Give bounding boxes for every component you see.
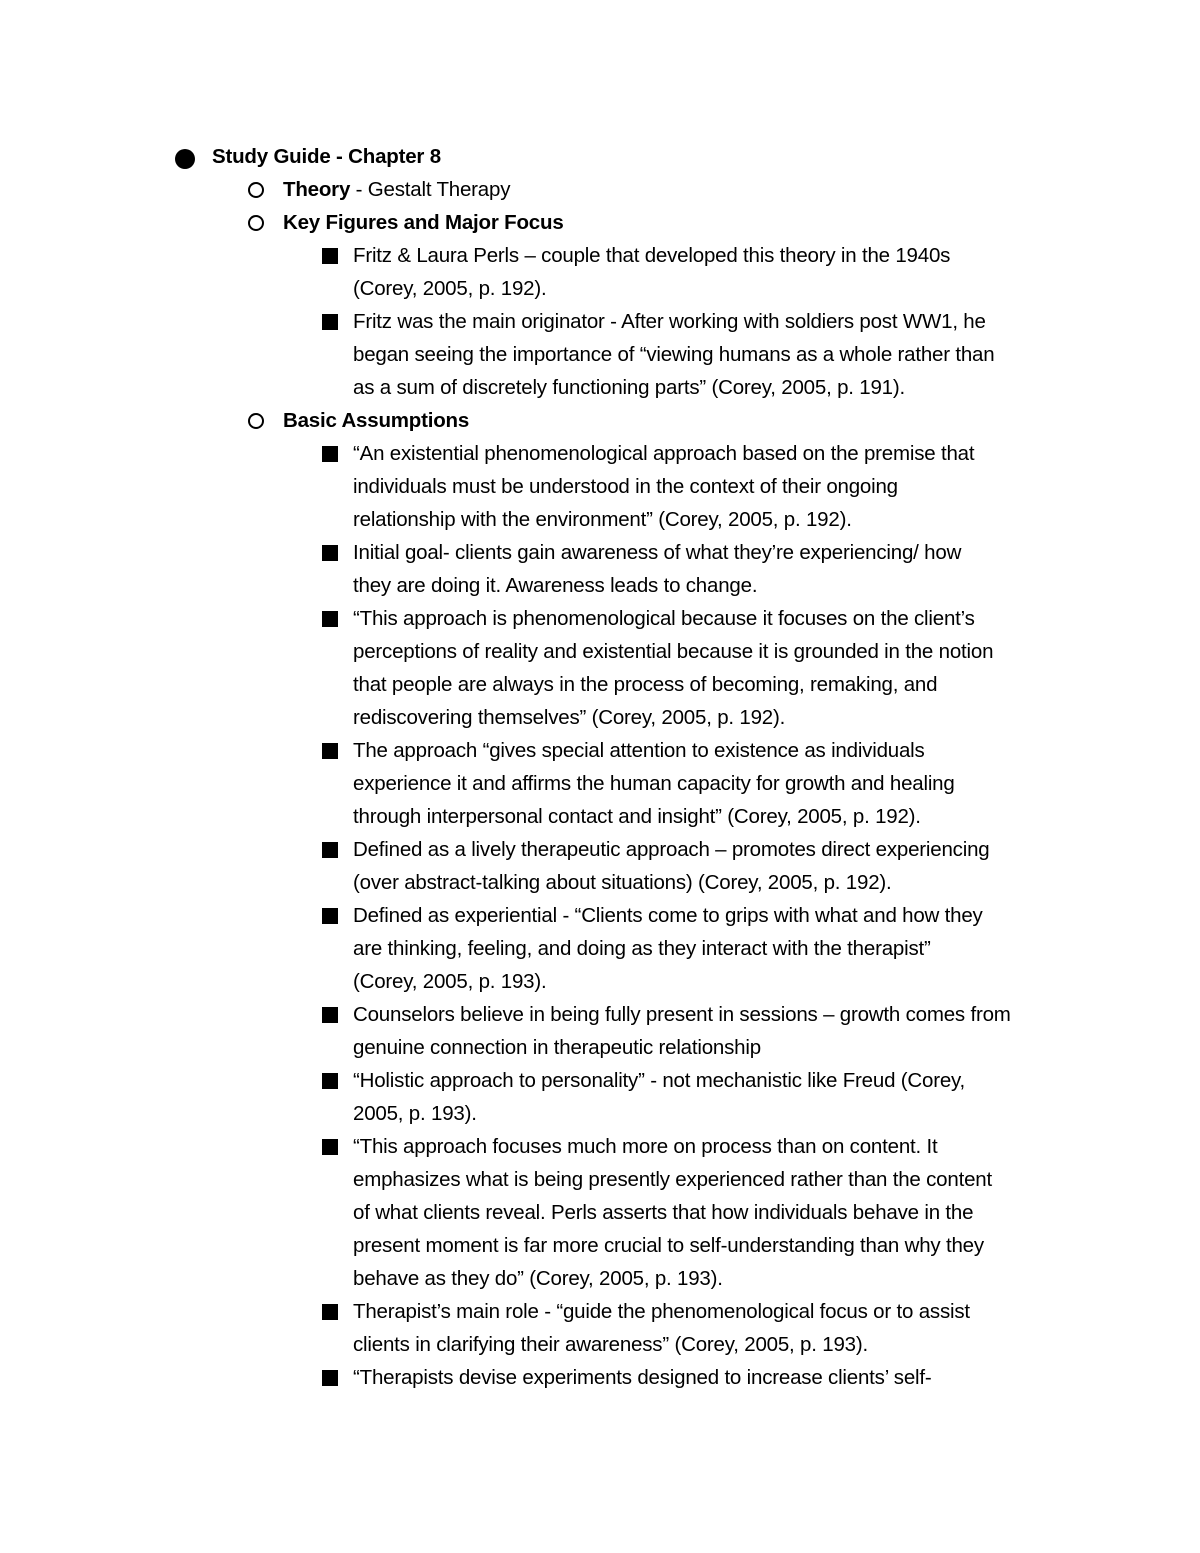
theory-line	[283, 173, 510, 206]
list-item-line: present moment is far more crucial to self-understanding than why they	[353, 1234, 984, 1257]
list-item-line: (over abstract-talking about situations) (Corey, 2005, p. 192).	[353, 871, 892, 894]
study-guide-heading: Study Guide - Chapter 8	[212, 145, 441, 168]
list-item-line: are thinking, feeling, and doing as they interact with the therapist”	[353, 937, 931, 960]
square-bullet-icon	[322, 611, 338, 627]
list-item-line: “This approach is phenomenological because it focuses on the client’s	[353, 607, 975, 630]
list-item-line: perceptions of reality and existential because it is grounded in the notion	[353, 640, 994, 663]
basic-assumptions-heading: Basic Assumptions	[283, 409, 470, 432]
list-item-line: (Corey, 2005, p. 192).	[353, 277, 547, 300]
square-bullet-icon	[322, 1370, 338, 1386]
list-item-line: emphasizes what is being presently experienced rather than the content	[353, 1168, 992, 1191]
list-item-line: as a sum of discretely functioning parts” (Corey, 2005, p. 191).	[353, 376, 905, 399]
key-figures-heading: Key Figures and Major Focus	[283, 211, 564, 234]
list-item-line: “Therapists devise experiments designed to increase clients’ self-	[353, 1366, 932, 1389]
list-item-line: Initial goal- clients gain awareness of what they’re experiencing/ how	[353, 541, 962, 564]
list-item-line: relationship with the environment” (Corey, 2005, p. 192).	[353, 508, 852, 531]
list-item-line: individuals must be understood in the context of their ongoing	[353, 475, 898, 498]
square-bullet-icon	[322, 1007, 338, 1023]
square-bullet-icon	[322, 446, 338, 462]
list-item-line: of what clients reveal. Perls asserts that how individuals behave in the	[353, 1201, 974, 1224]
hollow-circle-bullet-icon	[248, 215, 264, 231]
list-item-line: they are doing it. Awareness leads to change.	[353, 574, 758, 597]
list-item-line: “An existential phenomenological approach based on the premise that	[353, 442, 975, 465]
filled-circle-bullet-icon	[175, 149, 195, 169]
list-item-line: “This approach focuses much more on process than on content. It	[353, 1135, 938, 1158]
list-item-line: clients in clarifying their awareness” (Corey, 2005, p. 193).	[353, 1333, 868, 1356]
list-item-line: “Holistic approach to personality” - not mechanistic like Freud (Corey,	[353, 1069, 966, 1092]
square-bullet-icon	[322, 1304, 338, 1320]
list-item-line: began seeing the importance of “viewing humans as a whole rather than	[353, 343, 995, 366]
list-item-line: experience it and affirms the human capacity for growth and healing	[353, 772, 955, 795]
list-item-line: Defined as a lively therapeutic approach – promotes direct experiencing	[353, 838, 990, 861]
square-bullet-icon	[322, 1073, 338, 1089]
list-item-line: genuine connection in therapeutic relationship	[353, 1036, 761, 1059]
square-bullet-icon	[322, 248, 338, 264]
square-bullet-icon	[322, 545, 338, 561]
square-bullet-icon	[322, 908, 338, 924]
list-item-line: Therapist’s main role - “guide the phenomenological focus or to assist	[353, 1300, 970, 1323]
list-item-line: Counselors believe in being fully present in sessions – growth comes from	[353, 1003, 1011, 1026]
list-item-line: through interpersonal contact and insight” (Corey, 2005, p. 192).	[353, 805, 921, 828]
list-item-line: Fritz & Laura Perls – couple that developed this theory in the 1940s	[353, 244, 951, 267]
list-item-line: Fritz was the main originator - After working with soldiers post WW1, he	[353, 310, 986, 333]
square-bullet-icon	[322, 1139, 338, 1155]
hollow-circle-bullet-icon	[248, 182, 264, 198]
square-bullet-icon	[322, 314, 338, 330]
list-item-line: rediscovering themselves” (Corey, 2005, p. 192).	[353, 706, 786, 729]
square-bullet-icon	[322, 842, 338, 858]
list-item-line: behave as they do” (Corey, 2005, p. 193).	[353, 1267, 723, 1290]
list-item-line: that people are always in the process of becoming, remaking, and	[353, 673, 938, 696]
theory-label: Theory	[283, 178, 351, 201]
theory-value: - Gestalt Therapy	[350, 178, 511, 201]
list-item-line: 2005, p. 193).	[353, 1102, 477, 1125]
list-item-line: Defined as experiential - “Clients come to grips with what and how they	[353, 904, 983, 927]
list-item-line: (Corey, 2005, p. 193).	[353, 970, 547, 993]
hollow-circle-bullet-icon	[248, 413, 264, 429]
list-item-line: The approach “gives special attention to existence as individuals	[353, 739, 925, 762]
square-bullet-icon	[322, 743, 338, 759]
